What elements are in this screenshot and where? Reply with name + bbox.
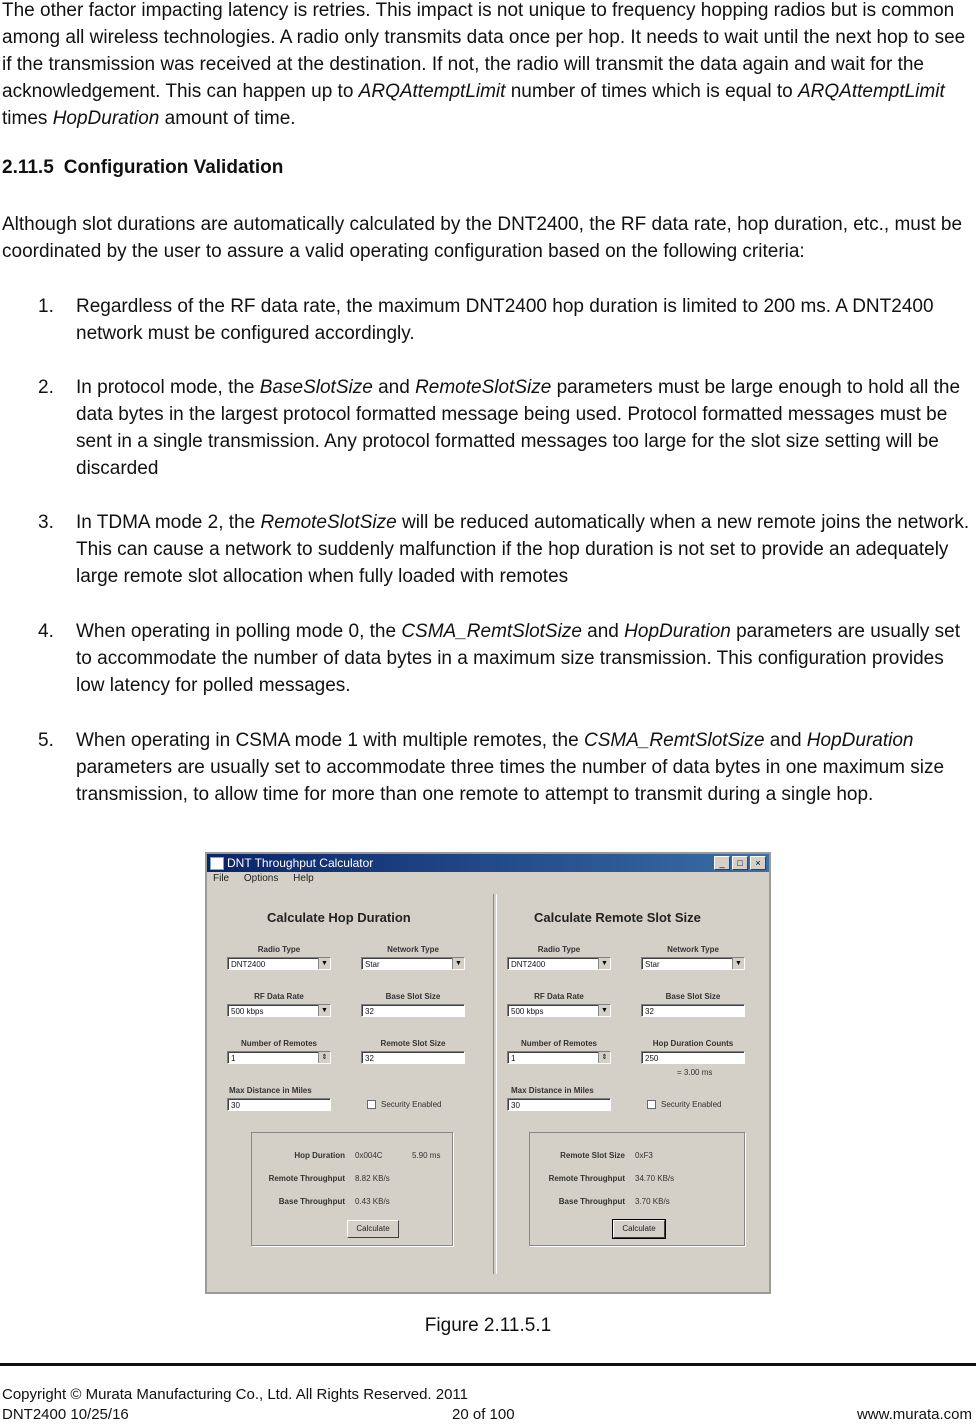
calculate-slot-button[interactable]: Calculate bbox=[613, 1220, 665, 1238]
base-slot-label: Base Slot Size bbox=[665, 992, 721, 1001]
figure-caption: Figure 2.11.5.1 bbox=[424, 1315, 552, 1336]
chevron-down-icon: ▼ bbox=[732, 958, 744, 969]
menu-options[interactable]: Options bbox=[243, 873, 279, 884]
footer-rule bbox=[0, 1363, 976, 1366]
base-slot-input[interactable]: 32 bbox=[361, 1004, 465, 1017]
chevron-down-icon: ▼ bbox=[598, 1005, 610, 1016]
network-type-select[interactable]: Star ▼ bbox=[641, 957, 745, 970]
hop-counts-ms: = 3.00 ms bbox=[677, 1068, 713, 1077]
network-type-select[interactable]: Star ▼ bbox=[361, 957, 465, 970]
result-hop-ms: 5.90 ms bbox=[412, 1151, 441, 1160]
rf-rate-label: RF Data Rate bbox=[254, 992, 304, 1001]
footer-website: www.murata.com bbox=[856, 1406, 972, 1423]
spinner-icon[interactable]: ⇕ bbox=[598, 1052, 610, 1063]
result-remote-value: 34.70 KB/s bbox=[635, 1174, 675, 1183]
spinner-icon[interactable]: ⇕ bbox=[318, 1052, 330, 1063]
menu-file[interactable]: File bbox=[213, 873, 230, 884]
remote-slot-label: Remote Slot Size bbox=[380, 1039, 446, 1048]
section-heading: 2.11.5 Configuration Validation bbox=[2, 157, 284, 178]
result-remote-label: Remote Throughput bbox=[268, 1174, 345, 1183]
result-base-label: Base Throughput bbox=[558, 1197, 625, 1206]
result-hop-value: 0x004C bbox=[355, 1151, 383, 1160]
distance-label: Max Distance in Miles bbox=[229, 1086, 312, 1095]
rf-rate-label: RF Data Rate bbox=[534, 992, 584, 1001]
calculator-window bbox=[205, 852, 771, 1294]
hop-duration-title: Calculate Hop Duration bbox=[267, 910, 411, 925]
security-checkbox[interactable]: Security Enabled bbox=[647, 1100, 721, 1109]
rf-rate-select[interactable]: 500 kbps ▼ bbox=[507, 1004, 611, 1017]
radio-type-select[interactable]: DNT2400 ▼ bbox=[227, 957, 331, 970]
remote-slot-input[interactable]: 32 bbox=[361, 1051, 465, 1064]
hop-counts-label: Hop Duration Counts bbox=[652, 1039, 734, 1048]
distance-label: Max Distance in Miles bbox=[511, 1086, 594, 1095]
checkbox-icon bbox=[647, 1100, 656, 1109]
menu-help[interactable]: Help bbox=[293, 873, 314, 884]
radio-type-label: Radio Type bbox=[537, 945, 581, 954]
footer-copyright: Copyright © Murata Manufacturing Co., Ltd. All Rights Reserved. 2011 bbox=[2, 1386, 469, 1403]
remotes-spinner[interactable]: 1 ⇕ bbox=[227, 1051, 331, 1064]
minimize-button[interactable]: _ bbox=[714, 856, 730, 870]
result-base-label: Base Throughput bbox=[278, 1197, 345, 1206]
menu-bar bbox=[213, 873, 326, 884]
network-type-label: Network Type bbox=[387, 945, 439, 954]
result-remote-label: Remote Throughput bbox=[548, 1174, 625, 1183]
chevron-down-icon: ▼ bbox=[452, 958, 464, 969]
base-slot-label: Base Slot Size bbox=[385, 992, 441, 1001]
remotes-spinner[interactable]: 1 ⇕ bbox=[507, 1051, 611, 1064]
chevron-down-icon: ▼ bbox=[318, 958, 330, 969]
distance-input[interactable]: 30 bbox=[227, 1098, 331, 1111]
result-base-value: 0.43 KB/s bbox=[355, 1197, 390, 1206]
chevron-down-icon: ▼ bbox=[318, 1005, 330, 1016]
remote-slot-title: Calculate Remote Slot Size bbox=[534, 910, 701, 925]
result-base-value: 3.70 KB/s bbox=[635, 1197, 670, 1206]
lead-paragraph: Although slot durations are automatically calculated by the DNT2400, the RF data rate, hop duration, etc., must be coordinated by the user to assure a valid operating configuration based on the following criteria: bbox=[2, 214, 963, 262]
result-remote-value: 8.82 KB/s bbox=[355, 1174, 390, 1183]
result-hop-label: Hop Duration bbox=[294, 1151, 345, 1160]
remotes-label: Number of Remotes bbox=[520, 1039, 597, 1048]
footer-page-number: 20 of 100 bbox=[452, 1406, 515, 1423]
radio-type-label: Radio Type bbox=[257, 945, 301, 954]
window-titlebar[interactable] bbox=[207, 854, 769, 872]
radio-type-select[interactable]: DNT2400 ▼ bbox=[507, 957, 611, 970]
panel-divider bbox=[493, 894, 497, 1274]
window-title: DNT Throughput Calculator bbox=[227, 856, 374, 870]
result-slot-label: Remote Slot Size bbox=[560, 1151, 625, 1160]
intro-paragraph: The other factor impacting latency is retries. This impact is not unique to frequency hopping radios but is common among all wireless technologies. A radio only transmits data once per hop. It needs to wait until the next hop to see if the transmission was received at the destination. If not, the radio will transmit the data again and wait for the acknowledgement. This can happen up to ARQAttemptLimit number of times which is equal to ARQAttemptLimit times HopDuration amount of time. bbox=[2, 0, 966, 129]
checkbox-icon bbox=[367, 1100, 376, 1109]
close-button[interactable]: × bbox=[750, 856, 766, 870]
security-checkbox[interactable]: Security Enabled bbox=[367, 1100, 441, 1109]
footer-doc-id: DNT2400 10/25/16 bbox=[2, 1406, 129, 1423]
app-icon bbox=[210, 857, 224, 870]
network-type-label: Network Type bbox=[667, 945, 719, 954]
chevron-down-icon: ▼ bbox=[598, 958, 610, 969]
remotes-label: Number of Remotes bbox=[240, 1039, 317, 1048]
base-slot-input[interactable]: 32 bbox=[641, 1004, 745, 1017]
distance-input[interactable]: 30 bbox=[507, 1098, 611, 1111]
rf-rate-select[interactable]: 500 kbps ▼ bbox=[227, 1004, 331, 1017]
hop-counts-input[interactable]: 250 bbox=[641, 1051, 745, 1064]
maximize-button[interactable]: □ bbox=[732, 856, 748, 870]
calculate-hop-button[interactable]: Calculate bbox=[347, 1220, 399, 1238]
result-slot-value: 0xF3 bbox=[635, 1151, 653, 1160]
